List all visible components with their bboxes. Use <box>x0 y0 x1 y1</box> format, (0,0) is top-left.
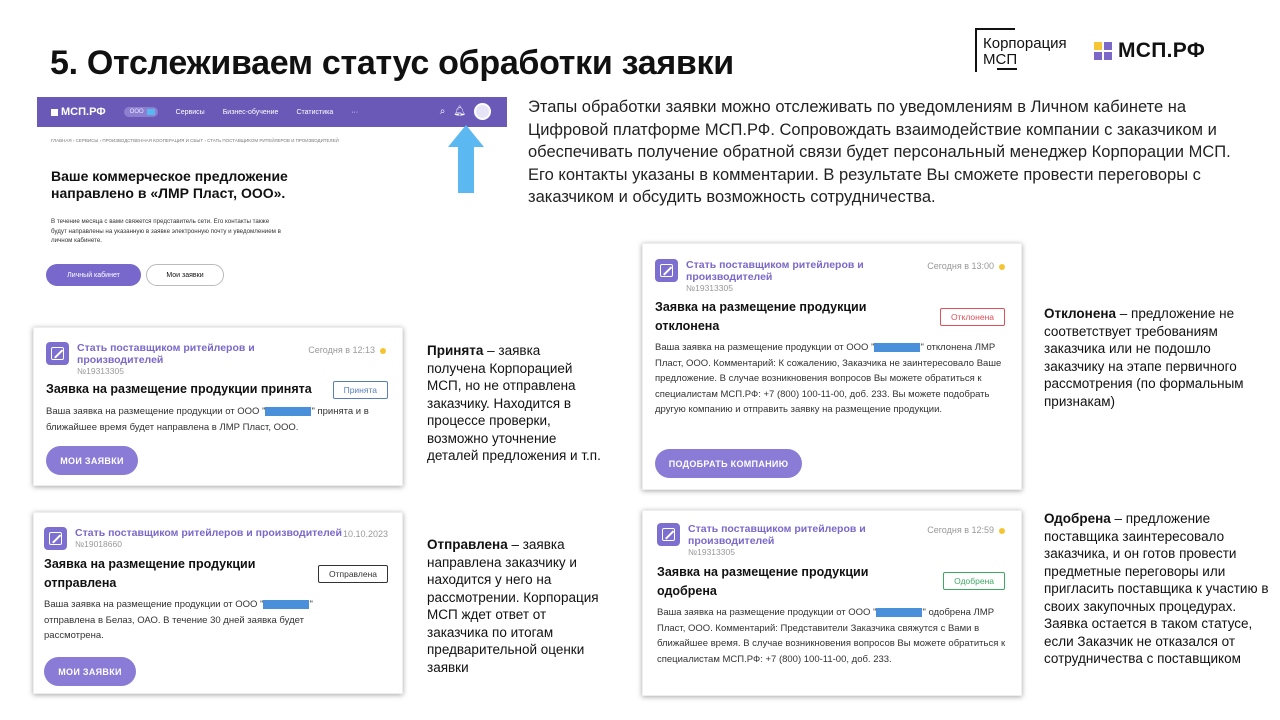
status-description-approved: Одобрена – предложение поставщика заинтересовало заказчика, и он готов провести предметные переговоры или пригласить поставщика к участию в своих закупочных процедурах. Заявка остается в таком статусе, если Заказчик не отказался от сотрудничества с поставщиком <box>1044 511 1269 666</box>
redacted-company <box>874 343 920 352</box>
personal-cabinet-button[interactable]: Личный кабинет <box>46 264 141 286</box>
confirmation-screenshot <box>37 97 507 292</box>
slide-title: 5. Отслеживаем статус обработки заявки <box>50 44 734 82</box>
arrow-up-icon <box>448 125 484 193</box>
request-number: №19313305 <box>77 366 124 376</box>
request-number: №19018660 <box>75 539 122 549</box>
service-icon <box>46 342 69 365</box>
site-header <box>37 97 507 127</box>
intro-paragraph: Этапы обработки заявки можно отслеживать по уведомлениям в Личном кабинете на Цифровой платформе МСП.РФ. Сопровождать взаимодействие компании с заказчиком и обеспечивать получение обратной связи будет персональный менеджер Корпорации МСП. Его контакты указаны в комментарии. В результате Вы сможете провести переговоры с заказчиком и обсудить возможность сотрудничества. <box>528 98 1231 206</box>
notification-card-approved <box>642 510 1022 696</box>
card-heading: Заявка на размещение продукции отправлена <box>44 557 256 590</box>
site-logo[interactable]: МСП.РФ <box>51 106 106 118</box>
service-name[interactable]: Стать поставщиком ритейлеров и производителей <box>688 523 866 547</box>
msp-logo-text: МСП.РФ <box>1118 39 1206 62</box>
unread-dot-icon <box>999 264 1005 270</box>
unread-dot-icon <box>380 348 386 354</box>
notification-card-sent <box>33 512 403 694</box>
redacted-company <box>263 600 309 609</box>
card-body: Ваша заявка на размещение продукции от ООО " " отправлена в Белаз, ОАО. В течение 30 дней заявка будет рассмотрена. <box>44 599 313 641</box>
confirmation-subtext: В течение месяца с вами свяжется представитель сети. Его контакты также будут направлены на указанную в заявке электронную почту и уведомлением в личном кабинете. <box>51 218 281 244</box>
notification-card-rejected <box>642 243 1022 490</box>
my-requests-button[interactable]: МОИ ЗАЯВКИ <box>46 446 138 475</box>
status-description-sent: Отправлена – заявка направлена заказчику и находится у него на рассмотрении. Корпорация МСП ждет ответ от заказчика по итогам предварительной оценки заявки <box>427 537 599 675</box>
status-badge: Принята <box>333 381 388 399</box>
notification-time: Сегодня в 13:00 <box>927 261 1005 271</box>
notification-time: Сегодня в 12:13 <box>308 345 386 355</box>
confirmation-message: Ваше коммерческое предложение направлено в «ЛМР Пласт, ООО». <box>51 168 288 201</box>
card-body: Ваша заявка на размещение продукции от ООО " " одобрена ЛМР Пласт, ООО. Комментарий: Представители Заказчика свяжутся с Вами в ближайшее время. В случае возникновения вопросов Вы можете обратиться к специалистам МСП.РФ: +7 (800) 100-11-00, доб. 233. <box>657 607 1006 665</box>
service-icon <box>655 259 678 282</box>
logo-text-line1: Корпорация <box>983 35 1067 52</box>
service-name[interactable]: Стать поставщиком ритейлеров и производителей <box>75 527 342 539</box>
card-heading: Заявка на размещение продукции одобрена <box>657 565 869 598</box>
unread-dot-icon <box>999 528 1005 534</box>
company-selector[interactable]: ООО <box>124 107 158 117</box>
card-body: Ваша заявка на размещение продукции от ООО " " принята и в ближайшее время будет направлена в ЛМР Пласт, ООО. <box>46 406 369 433</box>
bell-icon[interactable]: 🔔︎ <box>453 106 466 117</box>
service-icon <box>44 527 67 550</box>
status-badge: Отклонена <box>940 308 1005 326</box>
redacted-company <box>876 608 922 617</box>
nav-services[interactable]: Сервисы <box>175 108 205 116</box>
service-name[interactable]: Стать поставщиком ритейлеров и производителей <box>686 259 864 283</box>
status-badge: Отправлена <box>318 565 388 583</box>
request-number: №19313305 <box>686 283 733 293</box>
service-name[interactable]: Стать поставщиком ритейлеров и производителей <box>77 342 255 366</box>
my-requests-button[interactable]: Мои заявки <box>146 264 224 286</box>
redacted-company <box>265 407 311 416</box>
msp-logo-mark-icon <box>1094 42 1112 60</box>
korporatsiya-msp-logo <box>975 28 1075 72</box>
my-requests-button[interactable]: МОИ ЗАЯВКИ <box>44 657 136 686</box>
logo-text-line2: МСП <box>983 51 1018 68</box>
find-company-button[interactable]: ПОДОБРАТЬ КОМПАНИЮ <box>655 449 802 478</box>
nav-business-learning[interactable]: Бизнес-обучение <box>222 108 279 116</box>
card-heading: Заявка на размещение продукции отклонена <box>655 300 867 333</box>
search-icon[interactable]: ⌕ <box>439 106 446 117</box>
status-badge: Одобрена <box>943 572 1005 590</box>
notification-card-accepted <box>33 327 403 486</box>
nav-more[interactable]: ··· <box>351 108 359 116</box>
breadcrumb: ГЛАВНАЯ › СЕРВИСЫ › ПРОИЗВОДСТВЕННАЯ КООПЕРАЦИЯ И СБЫТ › СТАТЬ ПОСТАВЩИКОМ РИТЕЙЛЕРОВ И ПРОИЗВОДИТЕЛЕЙ <box>51 138 339 143</box>
service-icon <box>657 523 680 546</box>
msp-rf-logo <box>1094 40 1205 62</box>
status-description-accepted: Принята – заявка получена Корпорацией МСП, но не отправлена заказчику. Находится в процессе проверки, возможно уточнение деталей предложения и т.п. <box>427 343 601 463</box>
card-body: Ваша заявка на размещение продукции от ООО " " отклонена ЛМР Пласт, ООО. Комментарий: К сожалению, Заказчика не заинтересовало Ваше предложение. В случае возникновения вопросов Вы можете обратиться к специалистам МСП.РФ: +7 (800) 100-11-00, доб. 233. Вы можете подобрать другую компанию и отправить заявку на размещение продукции. <box>655 342 1002 415</box>
card-heading: Заявка на размещение продукции принята <box>46 382 312 396</box>
request-number: №19313305 <box>688 547 735 557</box>
notification-time: 10.10.2023 <box>342 529 388 539</box>
notification-time: Сегодня в 12:59 <box>927 525 1005 535</box>
nav-statistics[interactable]: Статистика <box>296 108 334 116</box>
status-description-rejected: Отклонена – предложение не соответствует требованиям заказчика или не подошло заказчику на этапе первичного рассмотрения (по формальным признакам) <box>1044 306 1244 409</box>
avatar[interactable] <box>474 103 491 120</box>
